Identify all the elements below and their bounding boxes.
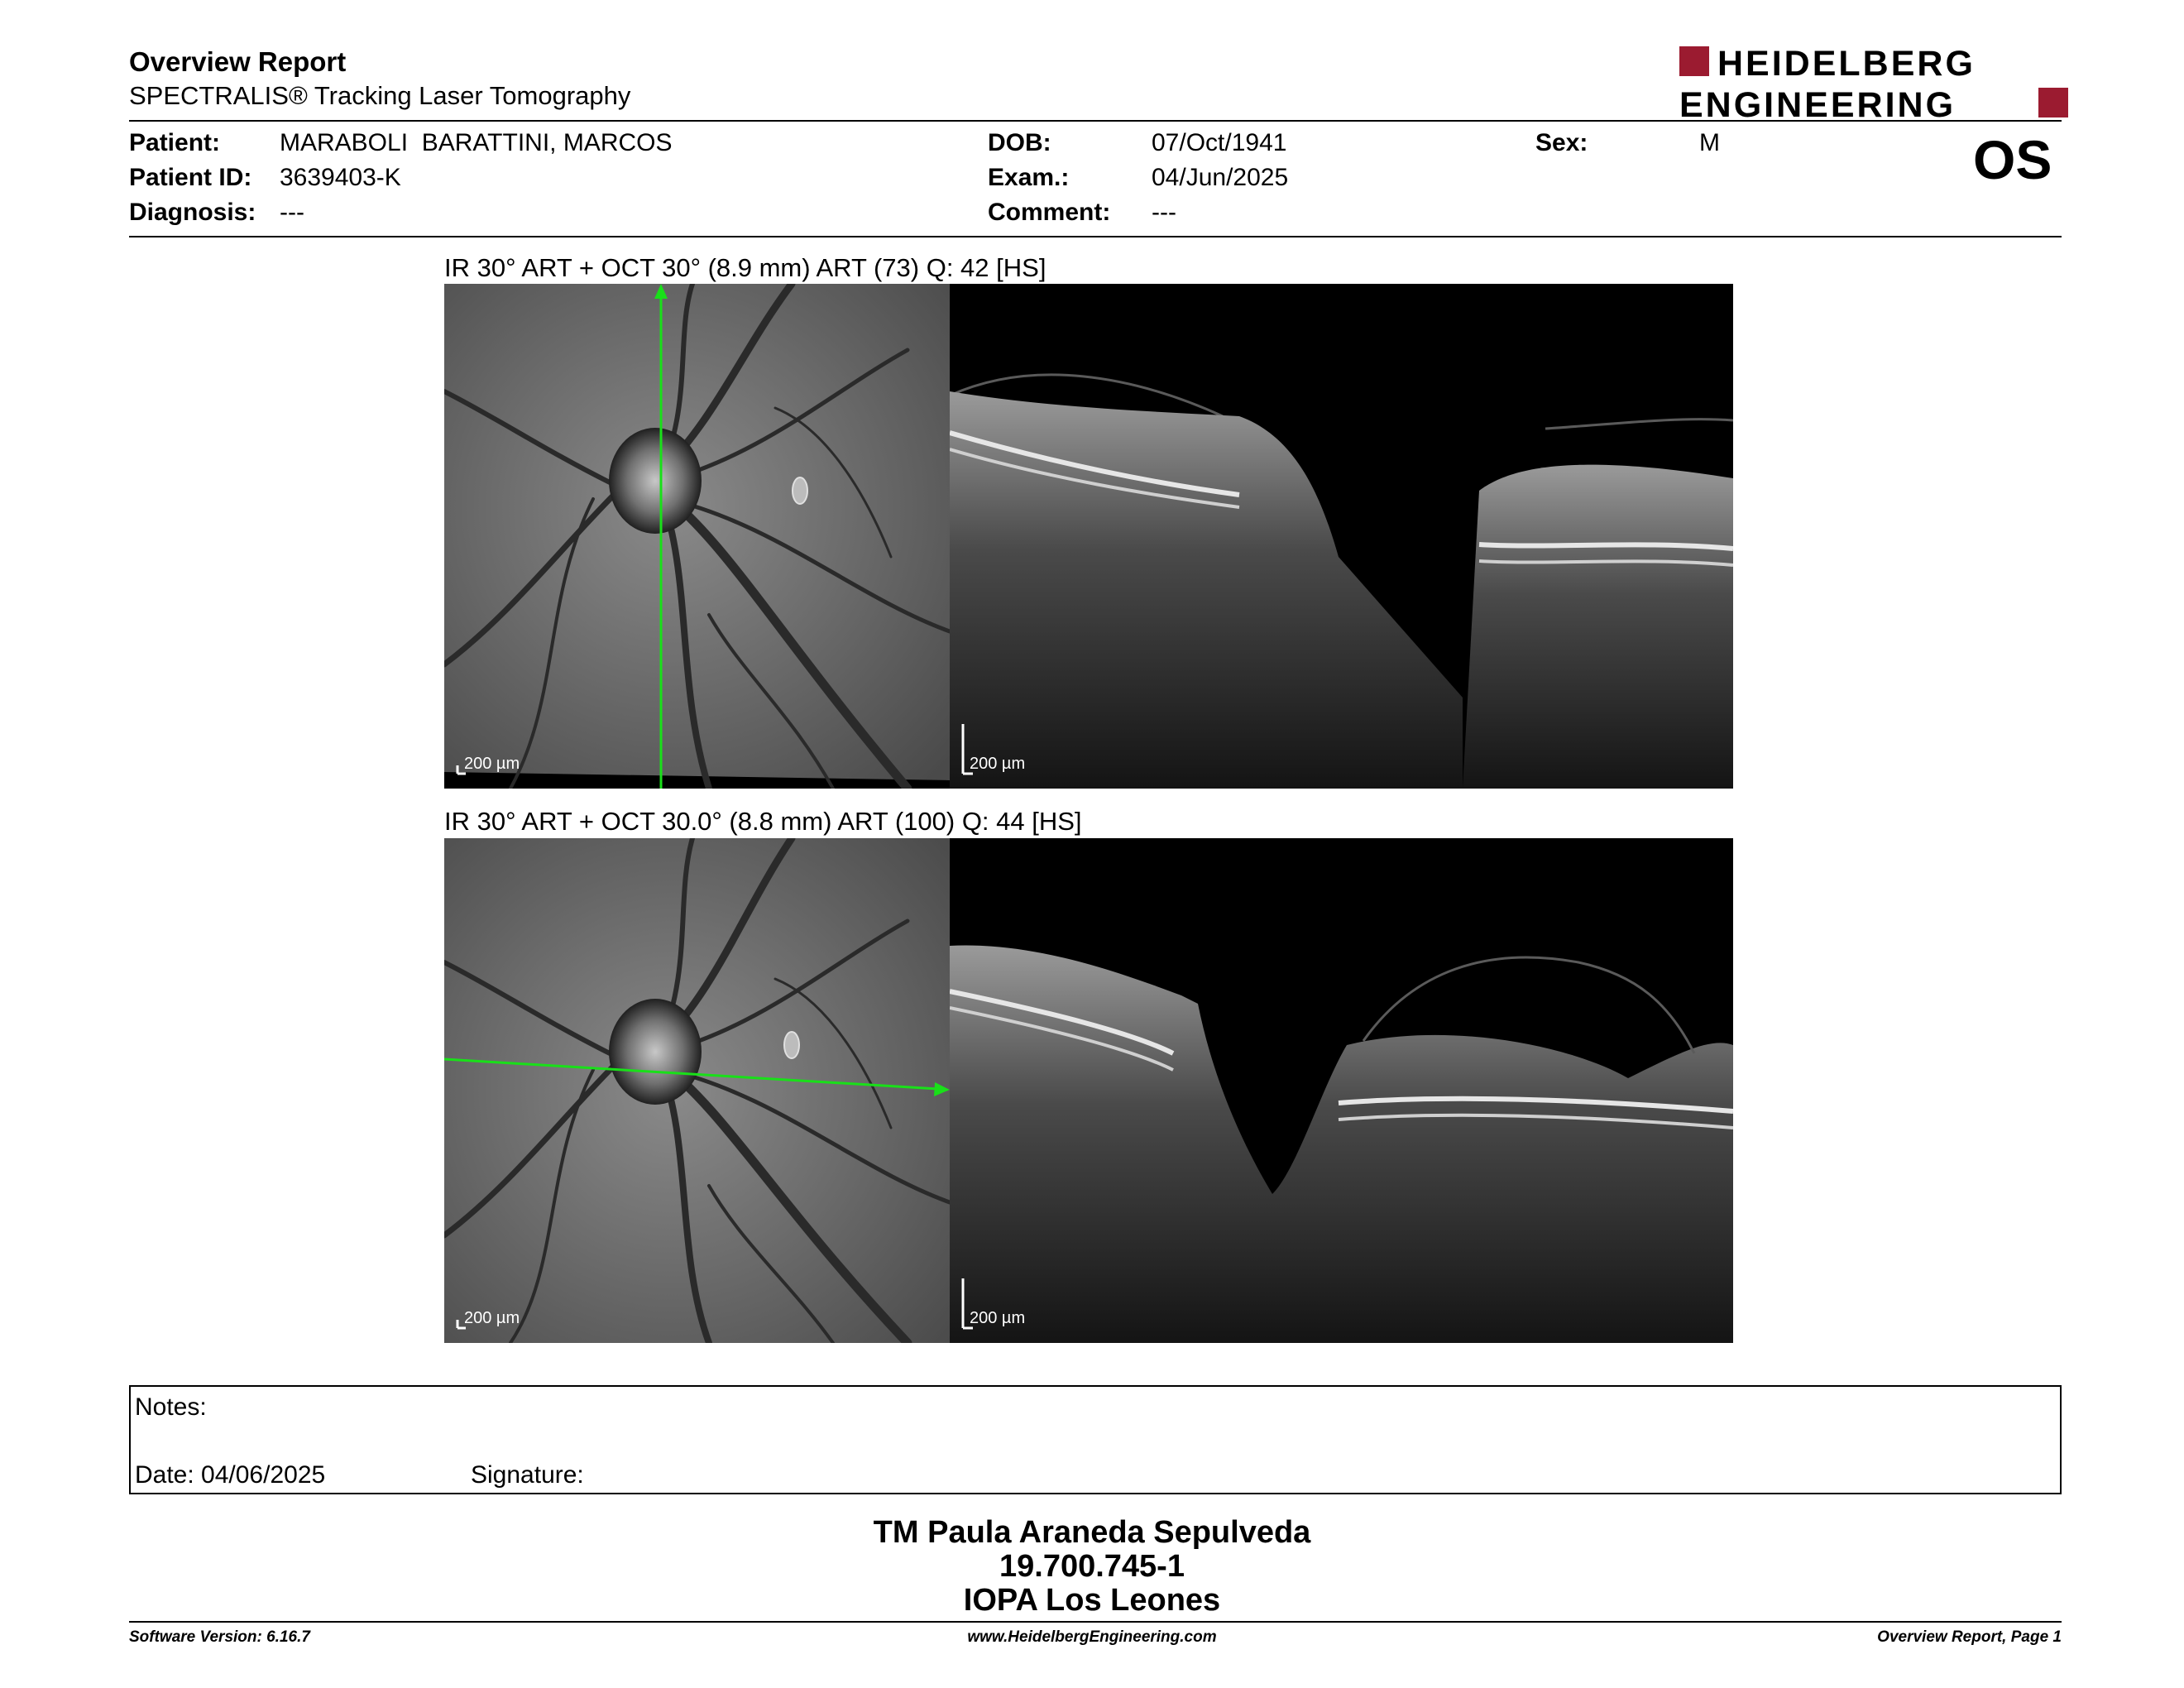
scan-2-oct-bscan <box>950 838 1733 1343</box>
diagnosis-value: --- <box>280 199 304 226</box>
report-title: Overview Report <box>129 46 347 77</box>
date-label: Date: 04/06/2025 <box>135 1461 326 1489</box>
heidelberg-logo <box>1679 45 2068 119</box>
exam-label: Exam.: <box>988 164 1070 191</box>
scan-1-panel <box>444 284 1733 789</box>
footer-page-info: Overview Report, Page 1 <box>1877 1628 2062 1646</box>
scan-2-title: IR 30° ART + OCT 30.0° (8.8 mm) ART (100) Q: 44 [HS] <box>444 807 1082 836</box>
report-subtitle: SPECTRALIS® Tracking Laser Tomography <box>129 81 631 110</box>
signatory-name: TM Paula Araneda Sepulveda <box>873 1515 1311 1550</box>
scan-1-oct-scale: 200 µm <box>970 755 1026 773</box>
scan-1-oct-bscan <box>950 284 1733 789</box>
footer-rule <box>129 1621 2062 1623</box>
scan-2-panel <box>444 838 1733 1343</box>
patient-name-label: Patient: <box>129 129 221 156</box>
notes-label: Notes: <box>135 1393 207 1421</box>
dob-label: DOB: <box>988 129 1051 156</box>
comment-value: --- <box>1152 199 1176 226</box>
patient-rule <box>129 236 2062 237</box>
footer-software-version: Software Version: 6.16.7 <box>129 1628 310 1646</box>
comment-label: Comment: <box>988 199 1111 226</box>
sex-label: Sex: <box>1535 129 1588 156</box>
scan-2-ir-scale: 200 µm <box>464 1309 520 1327</box>
scan-1-fundus-image <box>444 284 950 789</box>
patient-name: MARABOLI BARATTINI, MARCOS <box>280 129 673 156</box>
signatory-institution: IOPA Los Leones <box>963 1583 1221 1618</box>
patient-id-label: Patient ID: <box>129 164 252 191</box>
diagnosis-label: Diagnosis: <box>129 199 256 226</box>
dob-value: 07/Oct/1941 <box>1152 129 1287 156</box>
logo-line1: HEIDELBERG <box>1717 45 1976 84</box>
scan-2-oct-scale: 200 µm <box>970 1309 1026 1327</box>
eye-indicator: OS <box>1973 129 2052 190</box>
patient-id: 3639403-K <box>280 164 401 191</box>
footer-website-link[interactable]: www.HeidelbergEngineering.com <box>967 1628 1217 1646</box>
logo-line2: ENGINEERING <box>1679 85 1956 119</box>
header-rule <box>129 120 2062 122</box>
sex-value: M <box>1699 129 1720 156</box>
scan-1-ir-scale: 200 µm <box>464 755 520 773</box>
exam-value: 04/Jun/2025 <box>1152 164 1289 191</box>
signatory-id: 19.700.745-1 <box>999 1549 1185 1584</box>
scan-2-fundus-image <box>444 838 950 1343</box>
scan-1-title: IR 30° ART + OCT 30° (8.9 mm) ART (73) Q: 42 [HS] <box>444 253 1046 282</box>
notes-box[interactable] <box>129 1385 2062 1494</box>
signature-label: Signature: <box>471 1461 584 1489</box>
